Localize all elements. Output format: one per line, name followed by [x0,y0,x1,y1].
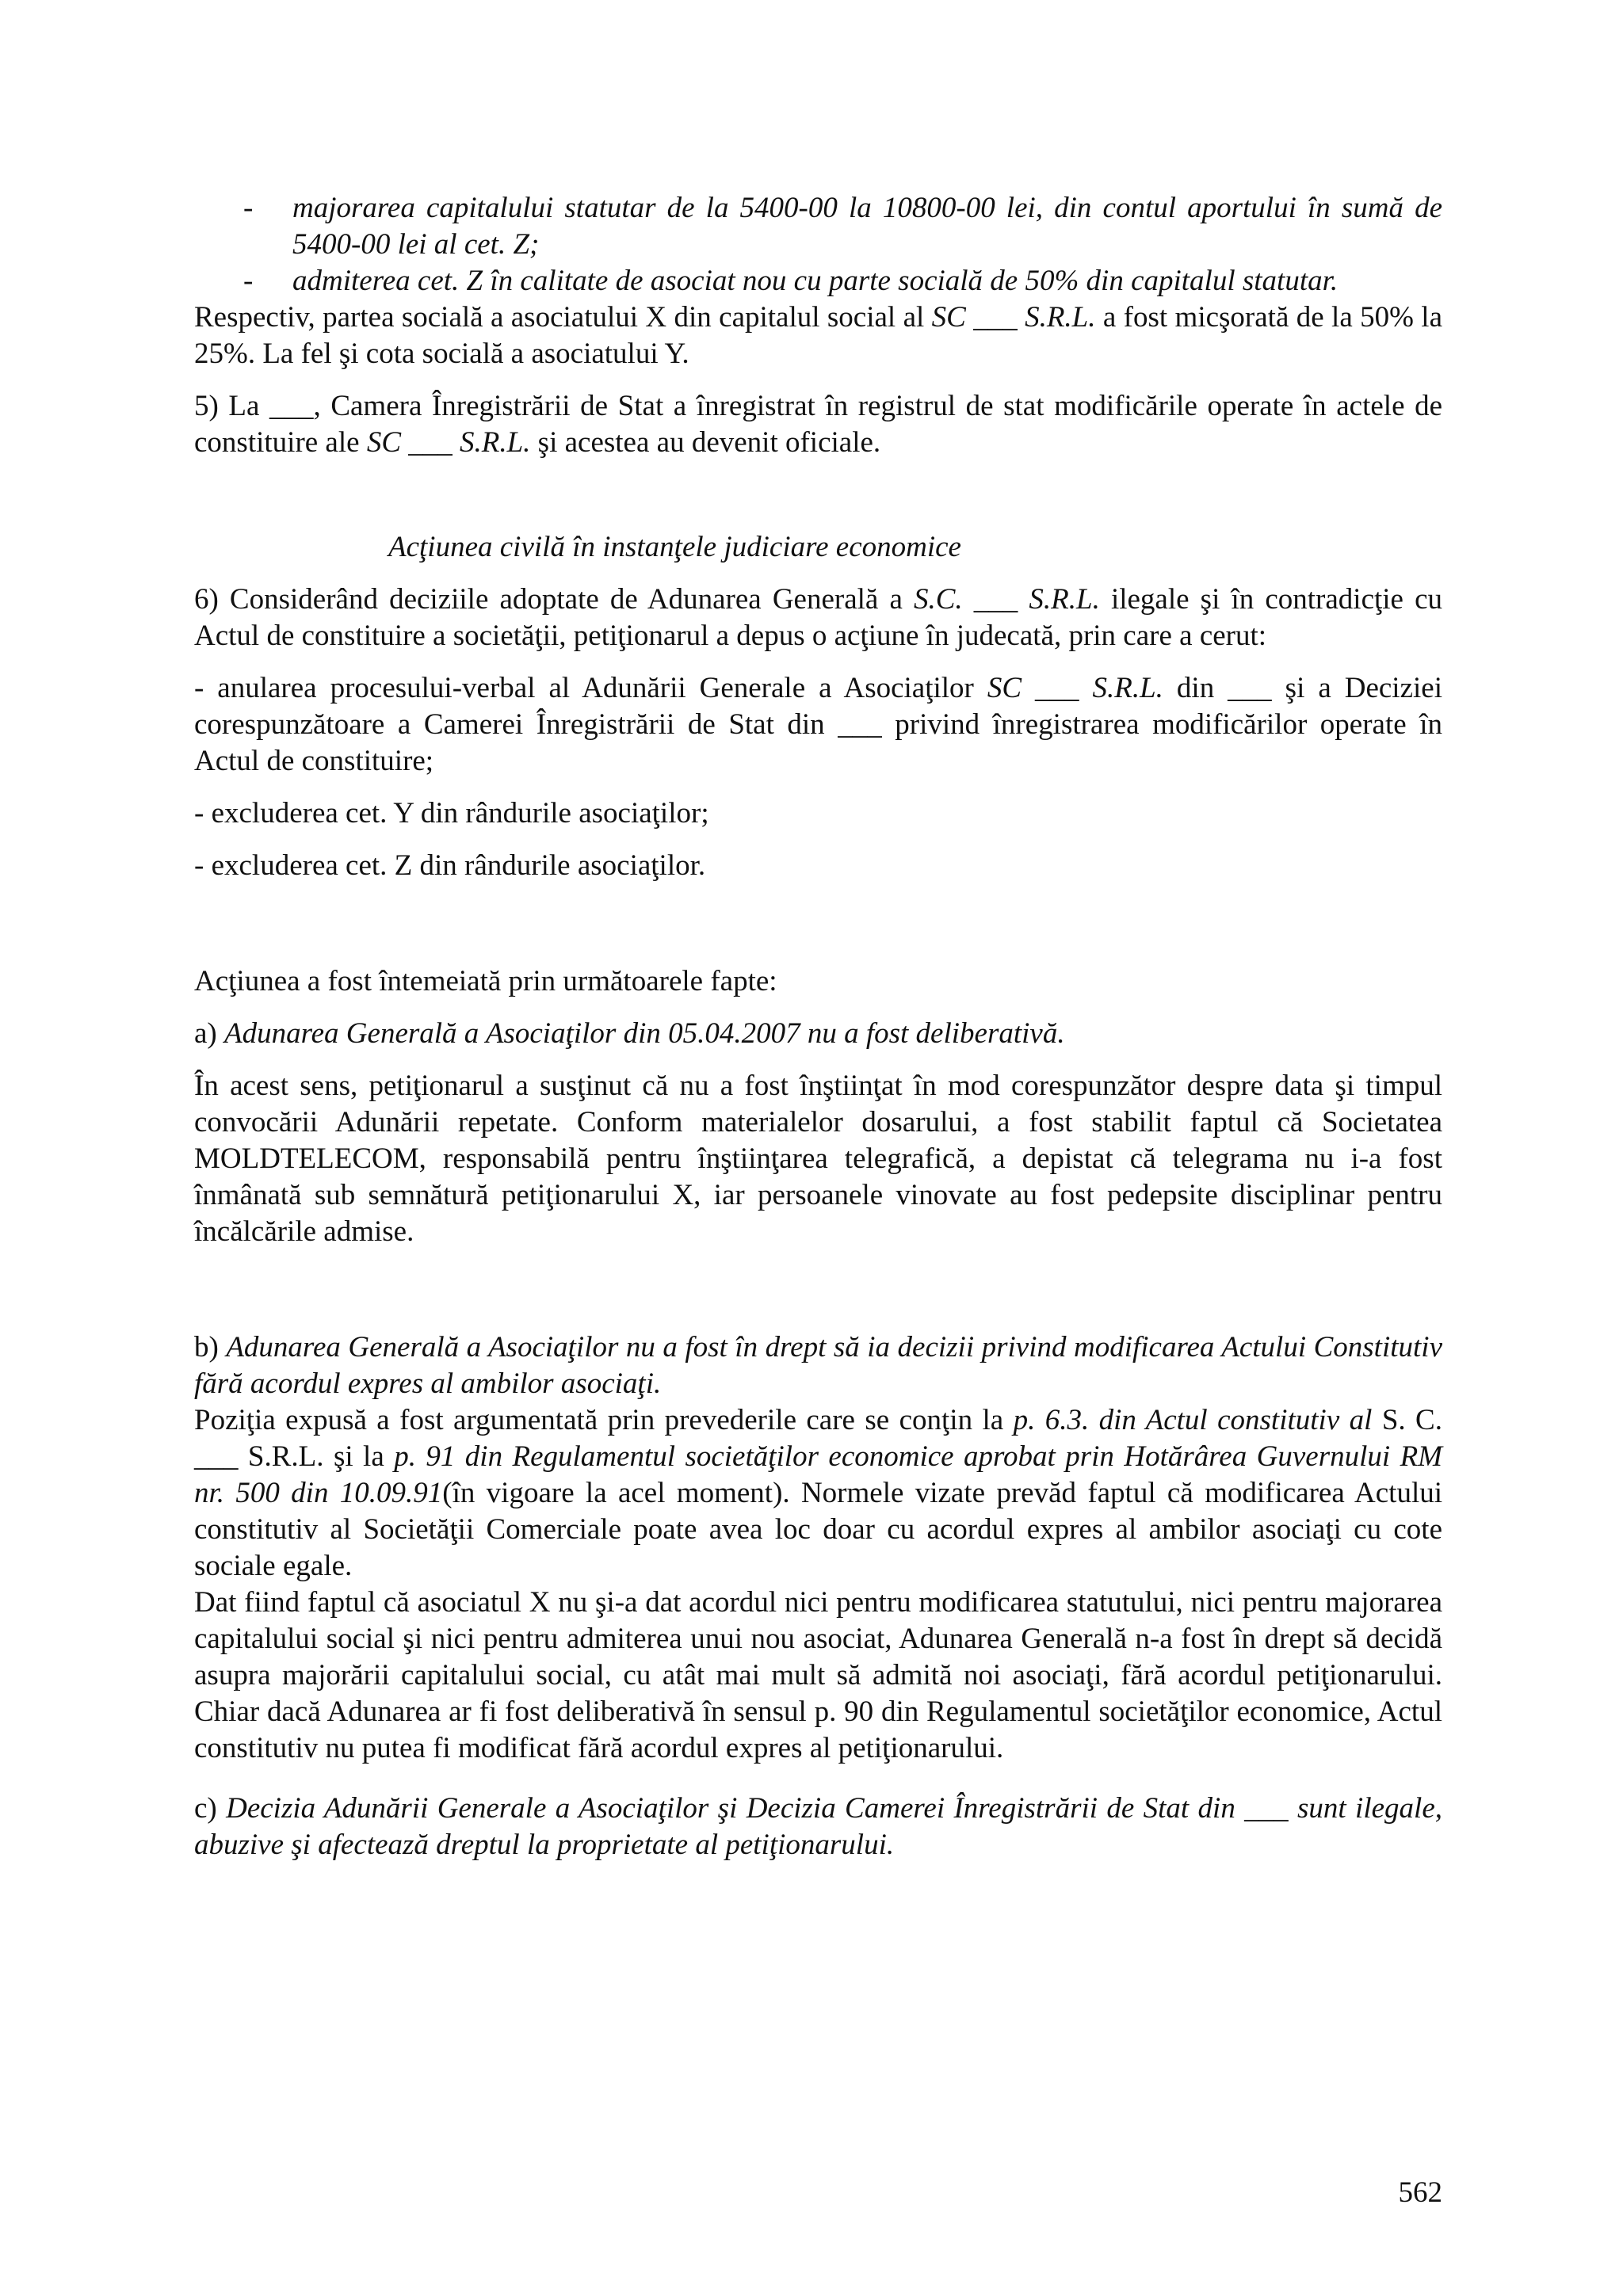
paragraph-anularea [194,670,1442,780]
company-ref: SC ___ S.R.L. [366,426,531,459]
legal-ref: p. 91 din Regulamentul societăţilor economice aprobat prin Hotărârea Guvernului RM nr. 500 din 10.09.91 [194,1440,1442,1509]
legal-ref: p. 6.3. din Actul constitutiv al [1013,1404,1373,1436]
bullet-dash: - [243,265,254,297]
paragraph-in-acest-sens: În acest sens, petiţionarul a susţinut că nu a fost înştiinţat în mod corespunzător despre data şi timpul convocării Adunării repetate. Conform materialelor dosarului, a fost stabilit faptul că Societatea MOLDTELECOM, responsabilă pentru înştiinţarea telegrafică, a depistat că telegrama nu i-a fost înmânată sub semnătură petiţionarului X, iar persoanele vinovate au fost pedepsite disciplinar pentru încălcările admise. [194,1070,1442,1248]
text-run: 5) La ___, Camera Înregistrării de Stat a înregistrat în registrul de stat modificările operate în actele de constituire ale [194,390,1442,459]
text-run: 6) Considerând deciziile adoptate de Adunarea Generală a [194,583,914,616]
list-item [194,190,1442,263]
item-label: a) [194,1017,224,1050]
paragraph-excludere-y: - excluderea cet. Y din rândurile asociaţilor; [194,797,709,830]
text-run: a fost micşorată de la 50% la 25%. La fel şi cota socială a asociatului Y. [194,301,1443,370]
paragraph-actiunea: Acţiunea a fost întemeiată prin următoarele fapte: [194,965,777,997]
bullet-text: majorarea capitalului statutar de la 5400-00 la 10800-00 lei, din contul aportului în sumă de 5400-00 lei al cet. Z; [292,192,1442,261]
page-number: 562 [1398,2176,1442,2209]
paragraph-5 [194,388,1442,461]
text-run: Respectiv, partea socială a asociatului X din capitalul social al [194,301,932,334]
bullet-dash: - [243,192,254,224]
company-ref: SC ___ S.R.L. [987,672,1163,704]
text-run: - anularea procesului-verbal al Adunării Generale a Asociaţilor [194,672,987,704]
section-heading: Acţiunea civilă în instanţele judiciare economice [388,531,961,563]
item-label: b) [194,1331,227,1363]
text-run: ilegale şi în contradicţie cu Actul de constituire a societăţii, petiţionarul a depus o acţiune în judecată, prin care a cerut: [194,583,1443,652]
company-ref: SC ___ S.R.L. [931,301,1096,334]
item-text: Adunarea Generală a Asociaţilor nu a fost în drept să ia decizii privind modificarea Actului Constitutiv fără acordul expres al ambilor asociaţi. [194,1331,1442,1400]
paragraph-a [194,1016,1442,1052]
paragraph-dat-fiind: Dat fiind faptul că asociatul X nu şi-a dat acordul nici pentru modificarea statutului, nici pentru majorarea capitalului social şi nici pentru admiterea unui nou asociat, Adunarea Generală n-a fost în drept să decidă asupra majorării capitalului social, cu atât mai mult să admită noi asociaţi, fără acordul petiţionarului. Chiar dacă Adunarea ar fi fost deliberativă în sensul p. 90 din Regulamentul societăţilor economice, Actul constitutiv nu putea fi modificat fără acordul expres al petiţionarului. [194,1586,1442,1764]
paragraph-b [194,1329,1442,1402]
paragraph-respectiv [194,299,1442,372]
company-ref: S.C. ___ S.R.L. [914,583,1100,616]
paragraph-6 [194,582,1442,654]
item-text: Adunarea Generală a Asociaţilor din 05.04.2007 nu a fost deliberativă. [224,1017,1065,1050]
paragraph-pozitia [194,1402,1442,1585]
text-run: şi acestea au devenit oficiale. [530,426,881,459]
paragraph-excludere-z: - excluderea cet. Z din rândurile asociaţilor. [194,849,706,882]
bullet-text: admiterea cet. Z în calitate de asociat nou cu parte socială de 50% din capitalul statutar. [292,265,1338,297]
paragraph-c [194,1791,1442,1863]
item-text: Decizia Adunării Generale a Asociaţilor şi Decizia Camerei Înregistrării de Stat din ___ sunt ilegale, abuzive şi afectează dreptul la proprietate al petiţionarului. [194,1792,1442,1861]
list-item [194,263,1442,299]
text-run: S. C. ___ S.R.L. şi la [194,1404,1442,1473]
item-label: c) [194,1792,227,1825]
document-page [194,190,1442,1863]
text-run: din ___ şi a Deciziei corespunzătoare a Camerei Înregistrării de Stat din ___ privind înregistrarea modificărilor operate în Actul de constituire; [194,672,1442,777]
text-run: (în vigoare la acel moment). Normele vizate prevăd faptul că modificarea Actului constitutiv al Societăţii Comerciale poate avea loc doar cu acordul expres al ambilor asociaţi cu cote sociale egale. [194,1477,1443,1582]
text-run: Poziţia expusă a fost argumentată prin prevederile care se conţin la [194,1404,1014,1436]
